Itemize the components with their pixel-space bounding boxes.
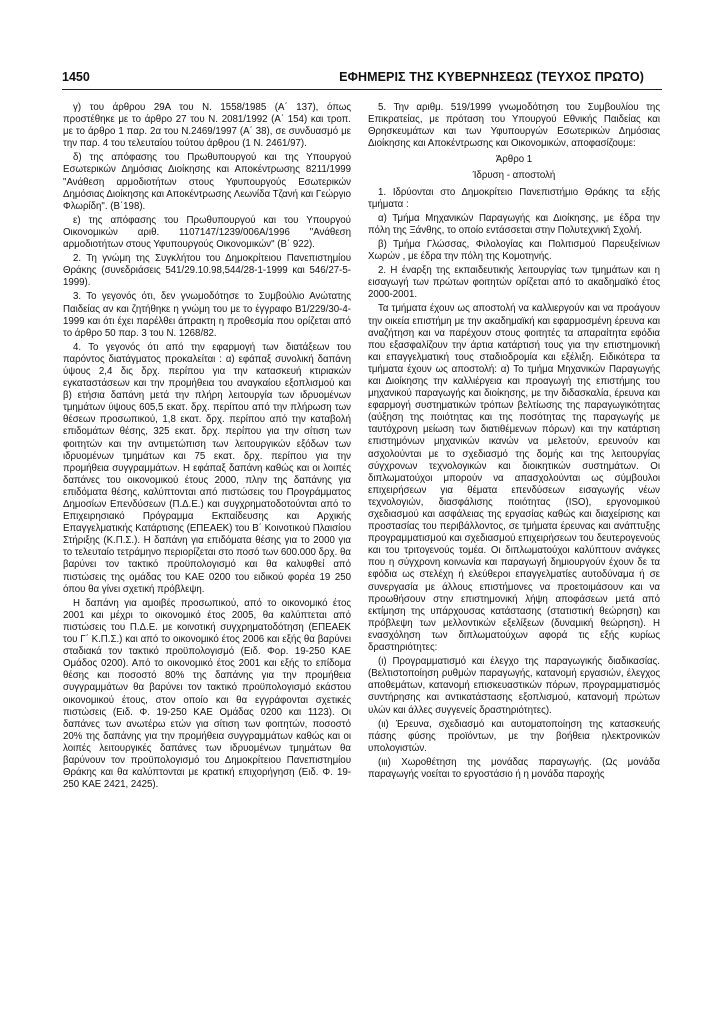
journal-title: ΕΦΗΜΕΡΙΣ ΤΗΣ ΚΥΒΕΡΝΗΣΕΩΣ (ΤΕΥΧΟΣ ΠΡΩΤΟ) xyxy=(339,70,644,84)
paragraph: γ) του άρθρου 29Α του Ν. 1558/1985 (Α΄ 137), όπως προστέθηκε με το άρθρο 27 του Ν. 2081/1992 (Α΄ 154) και τροπ. με το άρθρο 1 παρ. 2α του Ν.2469/1997 (Α΄ 38), σε συνδυασμό με την παρ. 4 του τελευταίου τούτου άρθρου (1 Ν. 2461/97). xyxy=(63,102,351,150)
left-column xyxy=(63,102,351,791)
paragraph: (ιι) Έρευνα, σχεδιασμό και αυτοματοποίηση της κατασκευής πάσης φύσης προϊόντων, με την βοήθεια ηλεκτρονικών υπολογιστών. xyxy=(368,718,660,754)
page-number: 1450 xyxy=(62,70,90,84)
right-column xyxy=(368,102,660,781)
paragraph: ε) της απόφασης του Πρωθυπουργού και του Υπουργού Οικονομικών αριθ. 1107147/1239/006Α/1996 "Ανάθεση αρμοδιοτήτων στους Υφυπουργούς Οικονομικών" (Β΄ 922). xyxy=(63,214,351,251)
paragraph: (ι) Προγραμματισμό και έλεγχο της παραγωγικής διαδικασίας. (Βελτιστοποίηση ρυθμών παραγωγής, κατανομή εργασιών, έλεγχος αποθεμάτων, κατανομή επισκευαστικών πόρων, προγραμματισμός συντήρησης και αντικατάστασης εξοπλισμού, κατανομή πρώτων υλών και άλλες συγγενείς δραστηριότητες). xyxy=(368,656,660,716)
paragraph: δ) της απόφασης του Πρωθυπουργού και της Υπουργού Εσωτερικών Δημόσιας Διοίκησης και Αποκέντρωσης 8211/1999 "Ανάθεση αρμοδιοτήτων στους Υφυπουργούς Εσωτερικών Δημόσιας Διοίκησης και Αποκέντρωσης Λεωνίδα Τζανή και Γεώργιο Φλωρίδη". (Β΄198). xyxy=(63,152,351,212)
paragraph: Τα τμήματα έχουν ως αποστολή να καλλιεργούν και να προάγουν την οικεία επιστήμη με την ακαδημαϊκή και εφαρμοσμένη έρευνα και αναζήτηση και να παρέχουν στους φοιτητές τα απαραίτητα εφόδια που εξασφαλίζουν την άρτια κατάρτισή τους για την επιστημονική και επαγγελματική τους σταδιοδρομία και εξέλιξη. Ειδικότερα τα τμήματα έχουν ως αποστολή: α) Το τμήμα Μηχανικών Παραγωγής και Διοίκησης την καλλιέργεια και προαγωγή της επιστήμης του μηχανικού παραγωγής και διοίκησης, με την διδασκαλία, έρευνα και εφαρμογή συστηματικών τρόπων βελτίωσης της παραγωγικότητας (αύξηση της ποιότητας και της ποσότητας της παραγωγής με ταυτόχρονη μείωση των διατιθέμενων πόρων) και την κατάρτιση επιστημόνων μηχανικών ικανών να μελετούν, ερευνούν και ασχολούνται με το σχεδιασμό της δομής και της λειτουργίας σύγχρονων τεχνολογικών και διοικητικών συστημάτων. Οι διπλωματούχοι μπορούν να απασχολούνται ως σύμβουλοι επιχειρήσεων για θέματα επενδύσεων εισαγωγής νέων τεχνολογιών, διασφάλισης ποιότητας (ISO), εργονομικού σχεδιασμού και ασφάλειας της εργασίας καθώς και διαχείρισης και προστασίας του περιβάλλοντος, σε τμήματα έρευνας και ανάπτυξης προγραμματισμού και σχεδιασμού επιχειρήσεων του δευτερογενούς και του τριτογενούς τομέα. Οι διπλωματούχοι καλύπτουν ανάγκες που η σύγχρονη κοινωνία και παραγωγή δημιουργούν έχουν δε τα εφόδια ως στελέχη ή ελεύθεροι επαγγελματίες αυτοδύναμα ή σε συνεργασία με άλλους επιστήμονες να προετοιμάσουν και να προωθήσουν στην επιστημονική λήψη αποφάσεων μετά από εκτίμηση της υπάρχουσας κατάστασης (στατιστική θεώρηση) και πρόβλεψη των μελλοντικών εξελίξεων (δυναμική θεώρηση). Η ενασχόληση των διπλωματούχων αφορά τις εξής κυρίως δραστηριότητες: xyxy=(368,303,660,654)
paragraph: 5. Την αριθμ. 519/1999 γνωμοδότηση του Συμβουλίου της Επικρατείας, με πρόταση του Υπουργού Εθνικής Παιδείας και Θρησκευμάτων και των Υφυπουργών Εσωτερικών Δημόσιας Διοίκησης και Αποκέντρωσης και Οικονομικών, αποφασίζουμε: xyxy=(368,102,660,150)
paragraph: 4. Το γεγονός ότι από την εφαρμογή των διατάξεων του παρόντος διατάγματος προκαλείται : α) εφάπαξ συνολική δαπάνη ύψους 2,4 δις δρχ. περίπου για την κατασκευή κτιριακών εγκαταστάσεων και την προμήθεια του αναγκαίου εξοπλισμού και β) ετήσια δαπάνη μετά την πλήρη λειτουργία των ιδρυομένων τμημάτων ύψους 605,5 εκατ. δρχ. περίπου από την πλήρωση των θέσεων προσωπικού, 1,8 εκατ. δρχ. περίπου από την καταβολή επιδομάτων θέσης, 325 εκατ. δρχ. περίπου για την σίτιση των φοιτητών και την αντιμετώπιση των λειτουργικών εξόδων των ιδρυομένων τμημάτων και 75 εκατ. δρχ. περίπου για την προμήθεια συγγραμμάτων. Η εφάπαξ δαπάνη καθώς και οι λοιπές δαπάνες του οικονομικού έτους 2000, πλην της δαπάνης για επιδόματα θέσης, καλύπτονται από πιστώσεις του Προγράμματος Δημοσίων Επενδύσεων (Π.Δ.Ε.) και συγχρηματοδοτούνται από το Επιχειρησιακό Πρόγραμμα Εκπαίδευσης και Αρχικής Επαγγελματικής Κατάρτισης (ΕΠΕΑΕΚ) του Β΄ Κοινοτικού Πλαισίου Στήριξης (Κ.Π.Σ.). Η δαπάνη για επιδόματα θέσης για το 2000 για το τελευταίο τετράμηνο περιορίζεται στο ποσό των 600.000 δρχ. θα βαρύνει τον τακτικό προϋπολογισμό και θα καλυφθεί από πιστώσεις της ομάδας του ΚΑΕ 0200 του ειδικού φορέα 19 250 όπου θα γίνει σχετική πρόβλεψη. xyxy=(63,341,351,595)
paragraph: Η δαπάνη για αμοιβές προσωπικού, από το οικονομικό έτος 2001 και μέχρι το οικονομικό έτος 2005, θα καλύπτεται από πιστώσεις του Π.Δ.Ε. με κοινοτική συγχρηματοδότηση (ΕΠΕΑΕΚ του Γ΄ Κ.Π.Σ.) και από το οικονομικό έτος 2006 και εξής θα βαρύνει σταδιακά τον τακτικό προϋπολογισμό (Ειδ. Φορ. 19-250 ΚΑΕ Ομάδος 0200). Από το οικονομικό έτος 2001 και εξής το επίδομα θέσης και ποσοστό 80% της δαπάνης για την προμήθεια συγγραμμάτων θα βαρύνει τον τακτικό προϋπολογισμό εκάστου οικονομικού έτους, στον οποίο και θα εγγράφονται σχετικές πιστώσεις (Ειδ. Φ. 19-250 ΚΑΕ Ομάδας 0200 και 1123). Οι δαπάνες των ανωτέρω ετών για σίτιση των φοιτητών, ποσοστό 20% της δαπάνης για την προμήθεια συγγραμμάτων καθώς και οι λοιπές λειτουργικές δαπάνες των ιδρυομένων τμημάτων θα βαρύνουν τον προϋπολογισμό του Δημοκρίτειου Πανεπιστημίου Θράκης και θα καλύπτονται με κρατική επιχορήγηση (Ειδ. Φ. 19-250 ΚΑΕ 2421, 2425). xyxy=(63,597,351,791)
paragraph: 1. Ιδρύονται στο Δημοκρίτειο Πανεπιστήμιο Θράκης τα εξής τμήματα : xyxy=(368,186,660,210)
header-divider xyxy=(62,89,662,90)
paragraph: (ιιι) Χωροθέτηση της μονάδας παραγωγής. (Ως μονάδα παραγωγής νοείται το εργοστάσιο ή η μονάδα παροχής xyxy=(368,756,660,780)
article-title: Άρθρο 1 xyxy=(495,154,533,166)
paragraph: α) Τμήμα Μηχανικών Παραγωγής και Διοίκησης, με έδρα την πόλη της Ξάνθης, το οποίο εντάσσεται στην Πολυτεχνική Σχολή. xyxy=(368,212,660,236)
paragraph: 2. Τη γνώμη της Συγκλήτου του Δημοκρίτειου Πανεπιστημίου Θράκης (συνεδριάσεις 541/29.10.98,544/28-1-1999 και 546/27-5-1999). xyxy=(63,253,351,289)
article-subtitle: Ίδρυση - αποστολή xyxy=(472,170,556,182)
paragraph: 3. Το γεγονός ότι, δεν γνωμοδότησε το Συμβούλιο Ανώτατης Παιδείας αν και ζητήθηκε η γνώμη του με το έγγραφο Β1/229/30-4-1999 και ότι έχει παρέλθει άπρακτη η προθεσμία που ορίζεται από το άρθρο 50 παρ. 3 του Ν. 1268/82. xyxy=(63,291,351,339)
paragraph: β) Τμήμα Γλώσσας, Φιλολογίας και Πολιτισμού Παρευξείνιων Χωρών , με έδρα την πόλη της Κομοτηνής. xyxy=(368,238,660,263)
paragraph: 2. Η έναρξη της εκπαιδευτικής λειτουργίας των τμημάτων και η εισαγωγή των πρώτων φοιτητών ορίζεται από το ακαδημαϊκό έτος 2000-2001. xyxy=(368,265,660,301)
